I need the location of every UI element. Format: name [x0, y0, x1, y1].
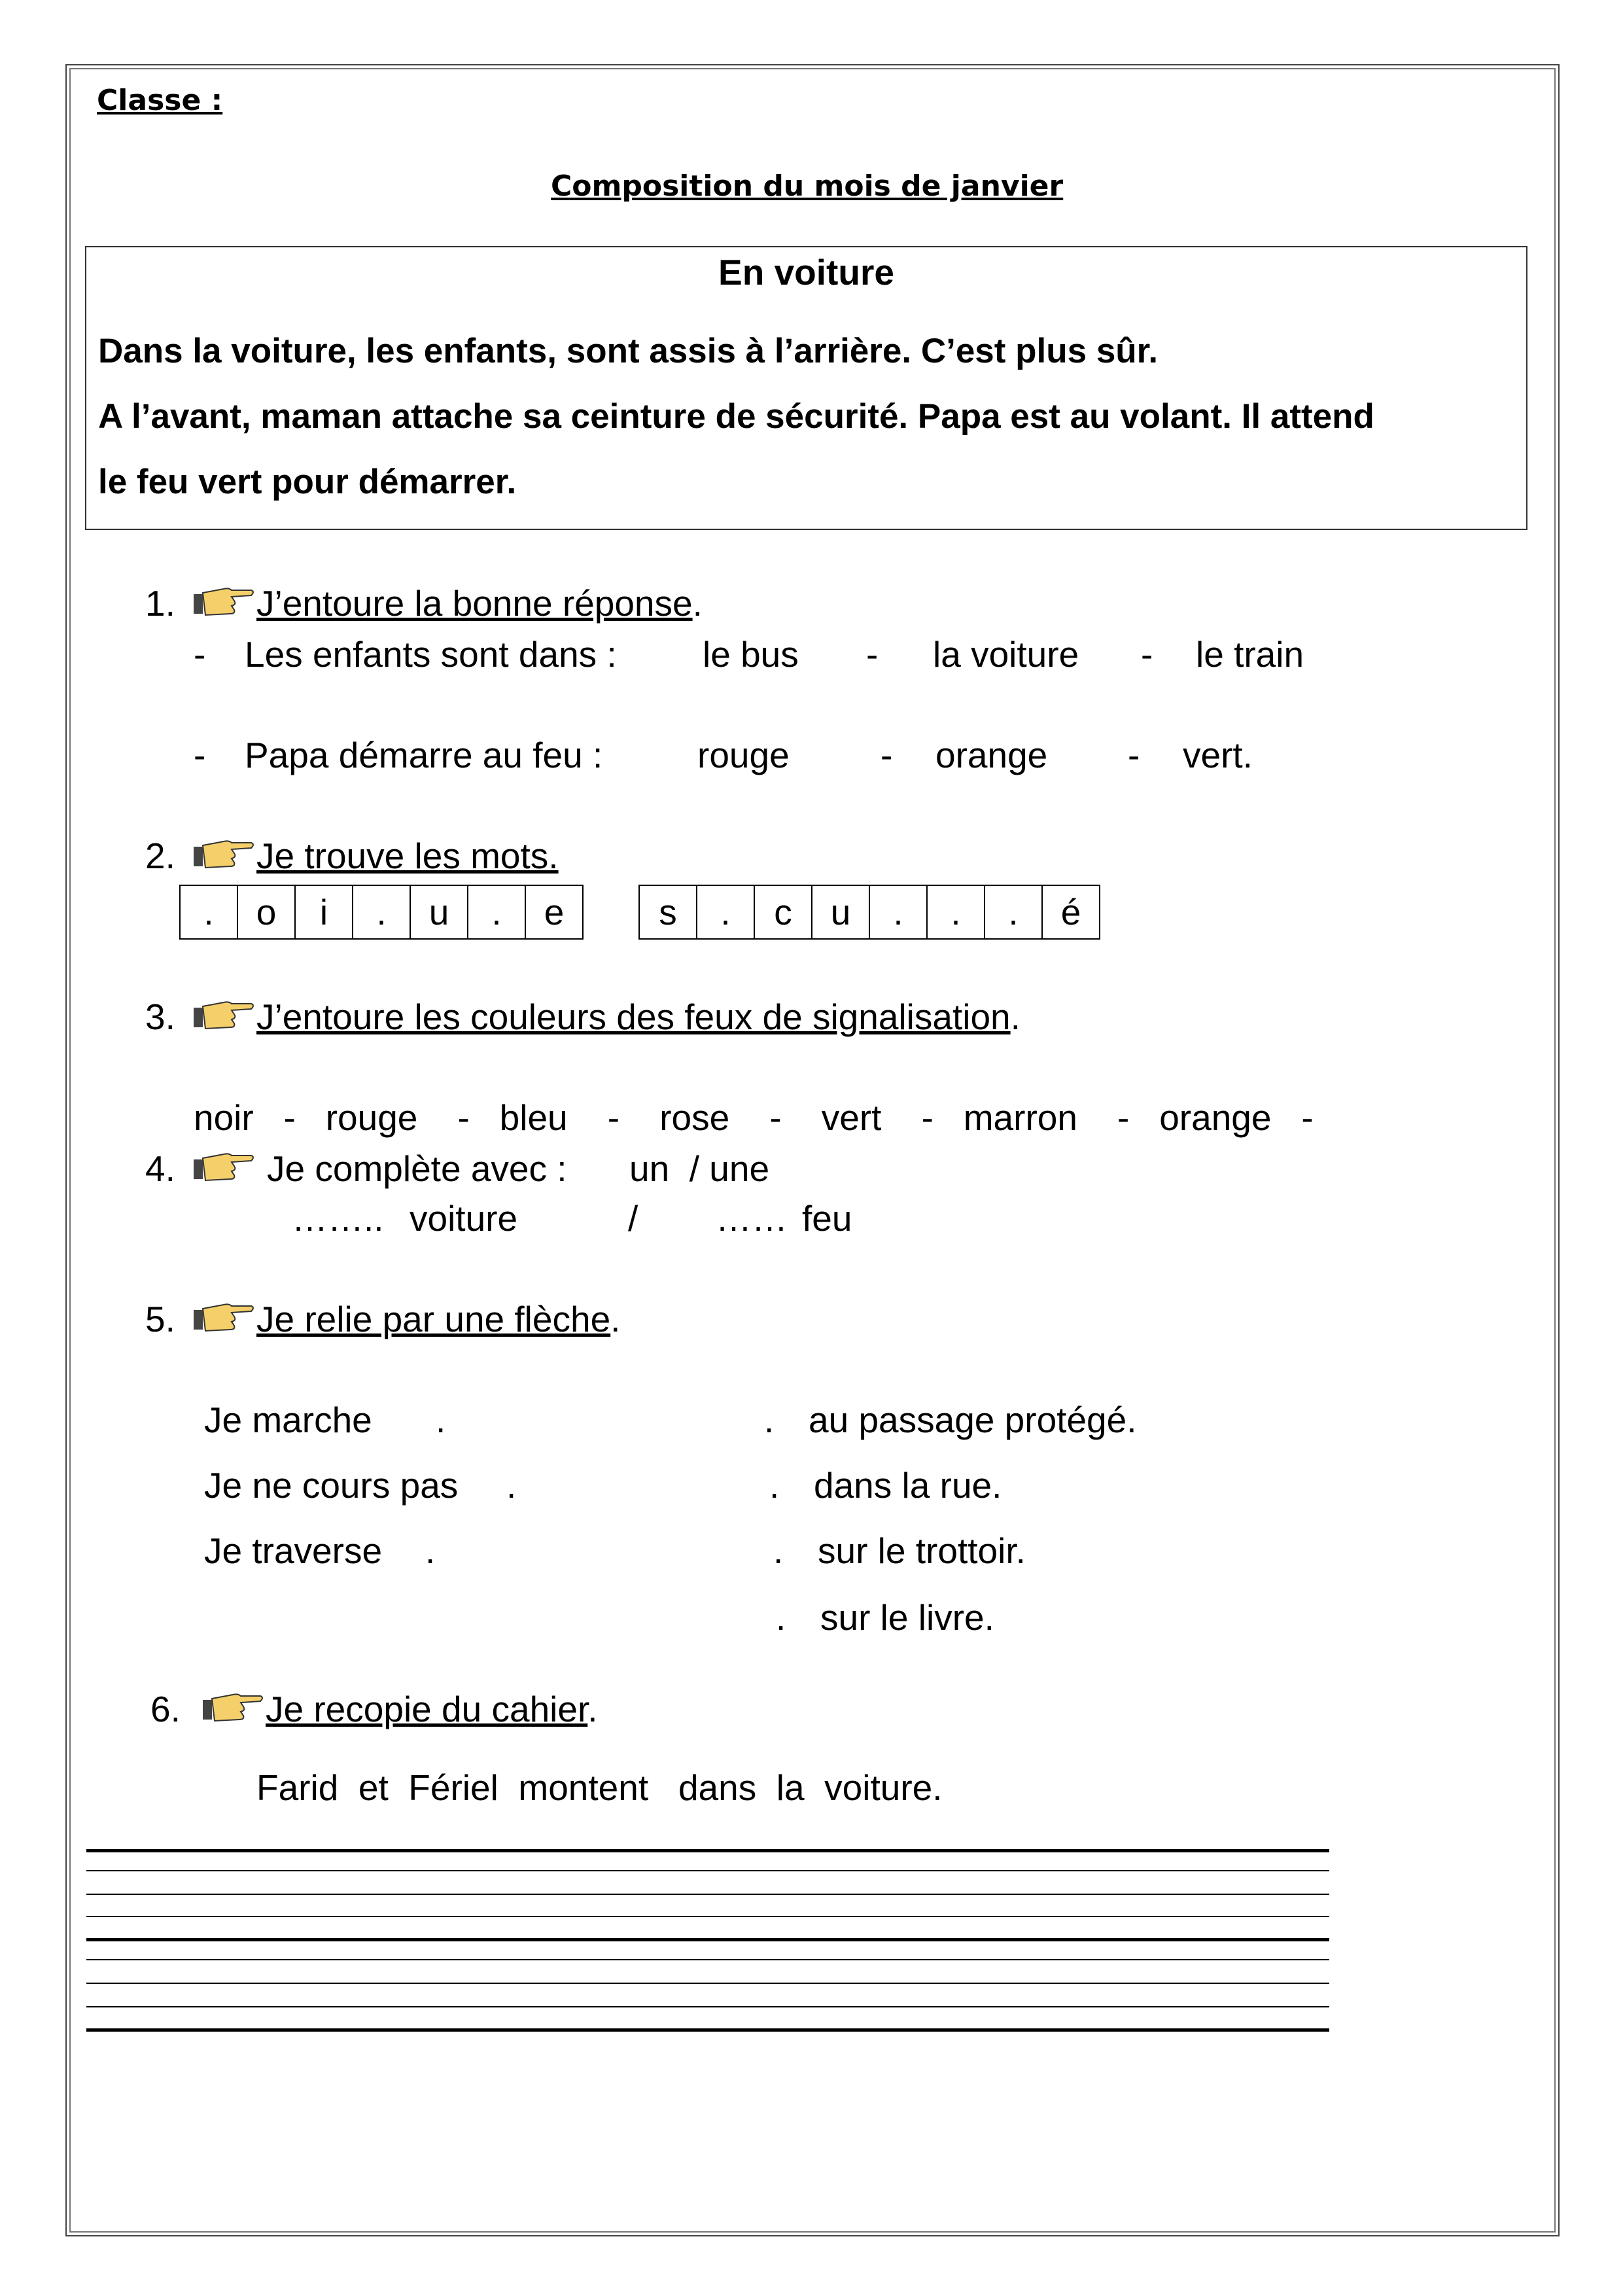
q4-word-voiture: voiture: [410, 1198, 518, 1239]
q2-number: 2.: [145, 836, 175, 876]
q1-number: 1.: [145, 583, 175, 624]
q5-right-item: sur le livre.: [820, 1597, 994, 1638]
q1-row2-sep2: -: [1128, 735, 1140, 775]
letter-cell[interactable]: .: [468, 885, 525, 939]
pointing-hand-icon: [191, 581, 256, 622]
q2-word1-grid: [179, 885, 584, 940]
letter-cell[interactable]: c: [754, 885, 812, 939]
story-title: En voiture: [718, 252, 894, 292]
writing-line: [86, 1894, 1329, 1895]
letter-cell[interactable]: e: [525, 885, 583, 939]
letter-cell[interactable]: é: [1042, 885, 1100, 939]
q5-left-dot[interactable]: .: [436, 1400, 446, 1440]
q1-row2-option-orange[interactable]: orange: [935, 735, 1048, 775]
q1-row1-dash: -: [194, 634, 206, 675]
writing-line: [86, 1938, 1329, 1941]
q5-right-item: sur le trottoir.: [818, 1530, 1026, 1571]
writing-line: [86, 2006, 1329, 2007]
q6-model-sentence: Farid et Fériel montent dans la voiture.: [256, 1767, 943, 1808]
q6-number: 6.: [150, 1689, 181, 1729]
q4-number: 4.: [145, 1148, 175, 1189]
q1-row2-option-vert[interactable]: vert.: [1183, 735, 1253, 775]
writing-line: [86, 1983, 1329, 1984]
q3-colors-line[interactable]: noir - rouge - bleu - rose - vert - marron - orange -: [194, 1097, 1314, 1138]
q6-instruction: Je recopie du cahier.: [266, 1689, 598, 1729]
pointing-hand-icon: [191, 834, 256, 874]
q5-left-dot[interactable]: .: [506, 1465, 517, 1506]
q5-right-dot[interactable]: .: [769, 1465, 780, 1506]
story-box: [85, 246, 1527, 530]
q3-number: 3.: [145, 997, 175, 1037]
q2-word2-grid: [638, 885, 1100, 940]
q5-left-item: Je ne cours pas: [204, 1465, 459, 1506]
q4-choices: un / une: [629, 1148, 770, 1189]
letter-cell[interactable]: .: [697, 885, 754, 939]
q1-row1-sep1: -: [866, 634, 879, 675]
letter-cell[interactable]: i: [295, 885, 353, 939]
letter-cell[interactable]: o: [237, 885, 295, 939]
q5-number: 5.: [145, 1299, 175, 1339]
q4-word-feu: feu: [802, 1198, 852, 1239]
letter-cell[interactable]: .: [985, 885, 1042, 939]
letter-cell[interactable]: s: [639, 885, 697, 939]
q5-right-dot[interactable]: .: [764, 1400, 775, 1440]
q5-left-dot[interactable]: .: [425, 1530, 436, 1571]
pointing-hand-icon: [200, 1687, 266, 1727]
q5-right-item: dans la rue.: [814, 1465, 1002, 1506]
q1-instruction: J’entoure la bonne réponse.: [256, 583, 703, 624]
q2-instruction: Je trouve les mots.: [256, 836, 559, 876]
q5-right-dot[interactable]: .: [773, 1530, 784, 1571]
writing-line: [86, 1849, 1329, 1852]
q5-instruction: Je relie par une flèche.: [256, 1299, 621, 1339]
q1-row1-option-bus[interactable]: le bus: [703, 634, 799, 675]
writing-line: [86, 2028, 1329, 2032]
q5-right-item: au passage protégé.: [809, 1400, 1137, 1440]
q1-row1-option-train[interactable]: le train: [1196, 634, 1304, 675]
q1-row1-sep2: -: [1141, 634, 1153, 675]
q1-row2-dash: -: [194, 735, 206, 775]
q4-slash: /: [628, 1198, 638, 1239]
q4-instruction: Je complète avec :: [267, 1148, 567, 1189]
letter-cell[interactable]: .: [869, 885, 927, 939]
q1-row2-option-rouge[interactable]: rouge: [697, 735, 790, 775]
writing-line: [86, 1870, 1329, 1871]
q4-blank-1[interactable]: ……..: [292, 1198, 384, 1239]
class-label: Classe :: [97, 84, 223, 117]
q5-left-item: Je marche: [204, 1400, 372, 1440]
story-line-2: A l’avant, maman attache sa ceinture de sécurité. Papa est au volant. Il attend: [98, 397, 1374, 436]
q3-instruction: J’entoure les couleurs des feux de signalisation.: [256, 997, 1021, 1037]
q4-blank-2[interactable]: ……: [716, 1198, 788, 1239]
story-line-3: le feu vert pour démarrer.: [98, 463, 517, 501]
letter-cell[interactable]: .: [353, 885, 410, 939]
pointing-hand-icon: [191, 1146, 256, 1187]
writing-line: [86, 1916, 1329, 1917]
pointing-hand-icon: [191, 995, 256, 1035]
pointing-hand-icon: [191, 1297, 256, 1337]
letter-cell[interactable]: .: [927, 885, 985, 939]
q1-row1-label: Les enfants sont dans :: [245, 634, 617, 675]
story-line-1: Dans la voiture, les enfants, sont assis à l’arrière. C’est plus sûr.: [98, 332, 1159, 370]
writing-line: [86, 1959, 1329, 1960]
letter-cell[interactable]: u: [410, 885, 468, 939]
q1-row2-sep1: -: [881, 735, 893, 775]
letter-cell[interactable]: u: [812, 885, 869, 939]
letter-cell[interactable]: .: [180, 885, 237, 939]
page-title: Composition du mois de janvier: [551, 169, 1064, 203]
q1-row2-label: Papa démarre au feu :: [245, 735, 603, 775]
q1-row1-option-voiture[interactable]: la voiture: [933, 634, 1079, 675]
q5-left-item: Je traverse: [204, 1530, 383, 1571]
q5-right-dot[interactable]: .: [776, 1597, 786, 1638]
